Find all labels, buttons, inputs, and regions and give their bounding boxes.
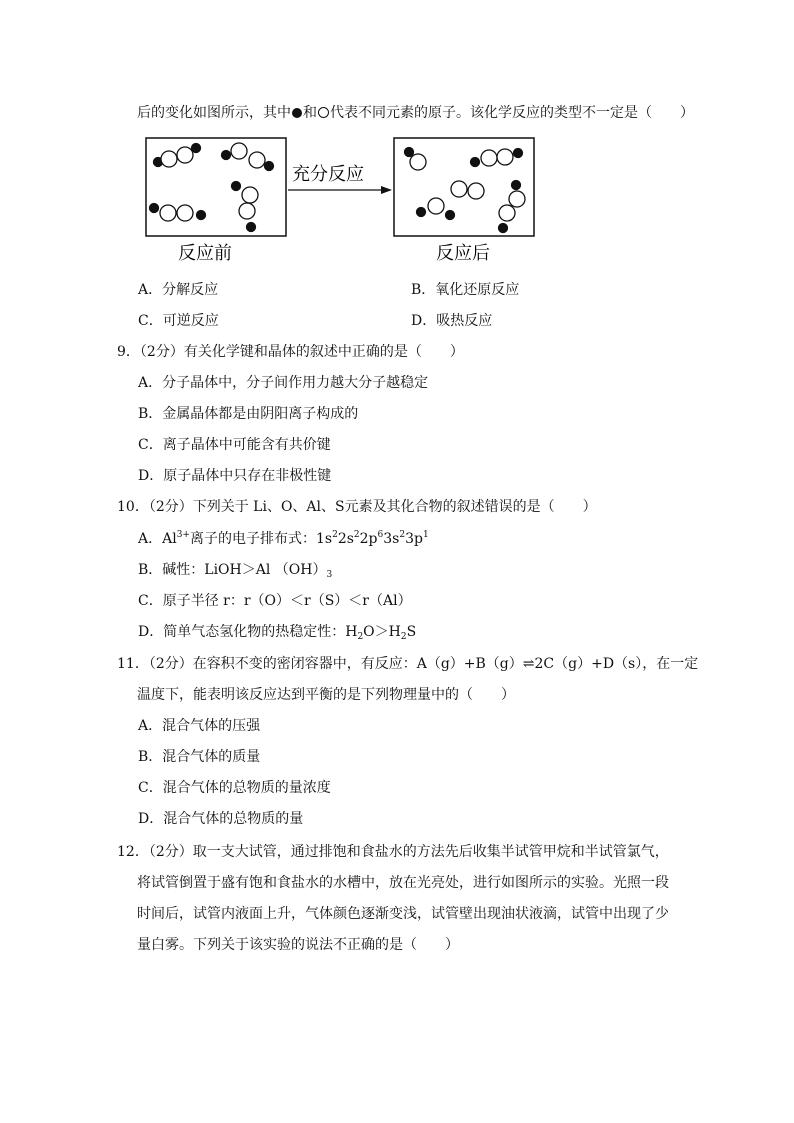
black-atom-icon	[292, 108, 302, 118]
q12-stem-line2: 将试管倒置于盛有饱和食盐水的水槽中，放在光亮处，进行如图所示的实验。光照一段	[137, 875, 669, 891]
q9-stem: 9．（2分）有关化学键和晶体的叙述中正确的是（ ）	[117, 344, 464, 360]
before-molecules	[150, 143, 274, 232]
q10-stem: 10．（2分）下列关于 Li、O、Al、S元素及其化合物的叙述错误的是（ ）	[117, 499, 597, 515]
after-molecules	[405, 148, 526, 233]
q11-option-b[interactable]: B．混合气体的质量	[138, 749, 261, 765]
q12-stem-line1: 12．（2分）取一支大试管，通过排饱和食盐水的方法先后收集半试管甲烷和半试管氯气，	[117, 844, 669, 860]
q9-option-b[interactable]: B．金属晶体都是由阴阳离子构成的	[138, 406, 359, 422]
q12-stem-line3: 时间后，试管内液面上升，气体颜色逐渐变浅，试管壁出现油状液滴，试管中出现了少	[137, 906, 669, 922]
q10-option-b[interactable]: B．碱性：LiOH＞Al $(OH)_3$	[138, 562, 333, 580]
q11-stem-line2: 温度下，能表明该反应达到平衡的是下列物理量中的（ ）	[137, 687, 515, 703]
after-label: 反应后	[436, 243, 490, 264]
q11-stem-line1: 11．（2分）在容积不变的密闭容器中，有反应：A（g）+B（g）⇌2C（g）+D（s），在一定	[117, 656, 699, 672]
q10-option-d[interactable]: D．简单气态氢化物的热稳定性：$H_2O>H_2S$	[138, 624, 417, 642]
q9-option-a[interactable]: A．分子晶体中，分子间作用力越大分子越稳定	[138, 375, 429, 391]
q11-option-d[interactable]: D．混合气体的总物质的量	[138, 811, 304, 827]
white-atom-icon	[318, 107, 329, 118]
q8-option-b[interactable]: B．氧化还原反应	[411, 282, 520, 298]
q9-option-c[interactable]: C．离子晶体中可能含有共价键	[138, 437, 331, 453]
q8-option-a[interactable]: A．分解反应	[138, 282, 219, 298]
arrow-head-icon	[381, 186, 392, 194]
q10-option-a[interactable]: A．$Al^{3+}$离子的电子排布式：$1s^22s^22p^63s^23p^1$	[138, 530, 429, 547]
q8-stem: 后的变化如图所示，其中 和 代表不同元素的原子。该化学反应的类型不一定是（ ）	[137, 105, 694, 121]
reaction-figure	[140, 135, 560, 265]
q8-option-d[interactable]: D．吸热反应	[411, 313, 493, 329]
arrow-label: 充分反应	[292, 164, 364, 185]
q10-option-c[interactable]: C．原子半径 r：r（O）＜r（S）＜r（Al）	[138, 593, 412, 609]
q12-stem-line4: 量白雾。下列关于该实验的说法不正确的是（ ）	[137, 937, 459, 953]
q9-option-d[interactable]: D．原子晶体中只存在非极性键	[138, 468, 332, 484]
q11-option-a[interactable]: A．混合气体的压强	[138, 718, 261, 734]
before-label: 反应前	[178, 243, 232, 264]
q8-option-c[interactable]: C．可逆反应	[138, 313, 219, 329]
q11-option-c[interactable]: C．混合气体的总物质的量浓度	[138, 780, 331, 796]
